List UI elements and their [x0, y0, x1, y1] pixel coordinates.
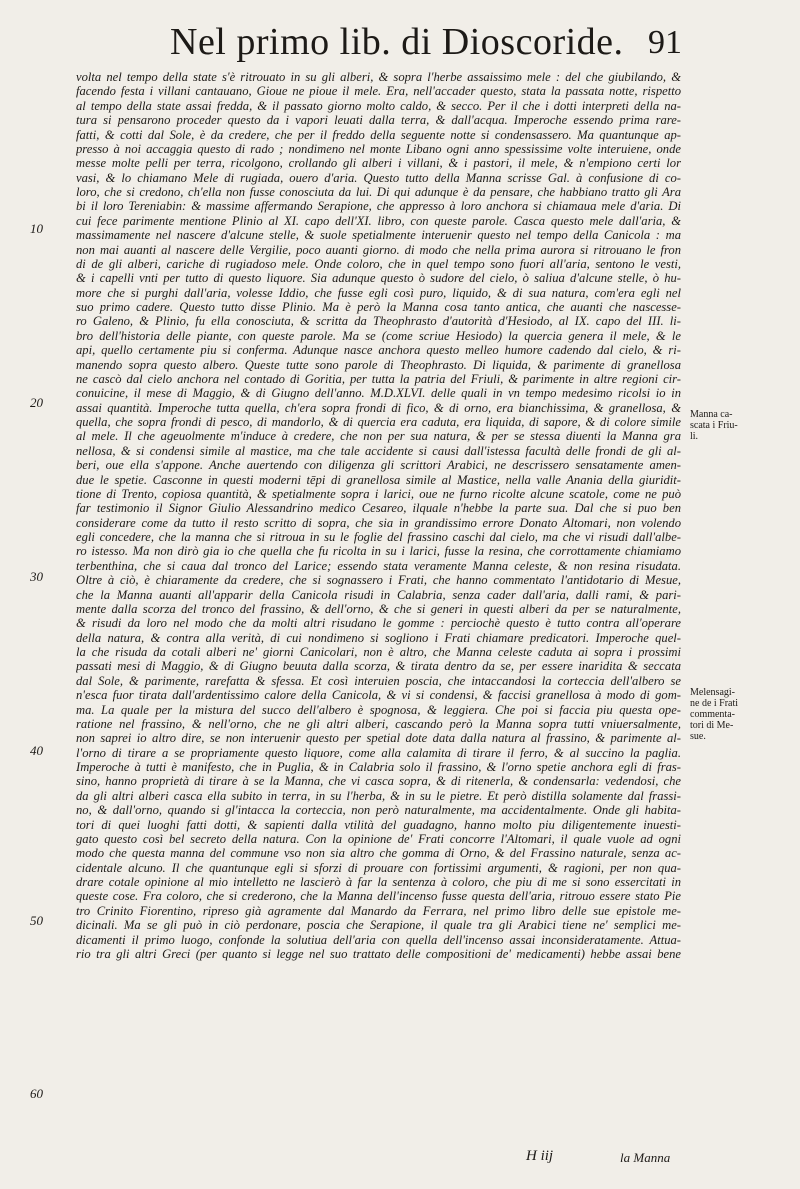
text-line: al tempo della state assai fredda, & il passato giorno molto caldo, & secco. Per il che i dotti interpreti della na-	[76, 98, 681, 113]
text-line: dicamenti il primo luogo, confonde la solutiua dell'aria con quella dell'incenso assai inconsideratamente. Attua-	[76, 932, 681, 947]
text-line: fatti, & cotti dal Sole, è da credere, che per il freddo della seguente notte si condensassero. Ma quantunque ap-	[76, 127, 681, 142]
text-line: massimamente nel nascere d'alcune stelle, & suole spetialmente interuenir questo nel tempo della Canicola : ma	[76, 228, 681, 243]
text-line: queste cose. Fra coloro, che si crederono, che la Manna dell'incenso fusse questa dell'aria, ritrouo essere stato Pie	[76, 889, 681, 904]
text-line: non mai auanti al nascere delle Vergilie, poco auanti giorno. di modo che nella prima aurora si ritrouano le fron	[76, 242, 681, 257]
text-line: al mele. Il che ageuolmente m'induce à credere, che non per sua natura, & per se stessa diuenti la Manna gra	[76, 429, 681, 444]
text-line: bro dell'historia delle piante, con queste parole. Ma se (come scriue Hesiodo) la quercia genera il mele, & le	[76, 328, 681, 343]
line-number-10: 10	[30, 221, 43, 236]
text-line: la che risuda da cotali alberi ne' giorni Canicolari, non è altro, che Manna celeste caduta ai sopra i prossimi	[76, 645, 681, 659]
text-line: dicinali. Ma se gli può in ciò perdonare, poscia che Serapione, il quale tra gli Arabici tiene ne' semplici me-	[76, 918, 681, 933]
text-line: Imperoche à tutti è manifesto, che in Puglia, & in Calabria solo il frassino, & l'orno spetie anchora egli di fras-	[76, 760, 681, 774]
text-line: della natura, & contra alla verità, di cui nondimeno si sogliono i Frati chiamare predicatori. Imperoche quel-	[76, 630, 681, 645]
text-line: conuicine, il mese di Maggio, & di Giugno dell'anno. M.D.XLVI. delle quali in vn tempo medesimo ricolsi io in	[76, 386, 681, 401]
line-number-60: 60	[30, 1086, 43, 1101]
text-line: n'esca fuor tirata dall'ardentissimo calore della Canicola, & vi si condensi, & faccisi granellosa à modo di gom-	[76, 688, 681, 703]
text-line: Oltre à ciò, è chiaramente da credere, che si sognassero i Frati, che hanno commentato l'antidotario di Mesue,	[76, 573, 681, 588]
line-number-50: 50	[30, 913, 43, 928]
text-line: di de gli alberi, cariche di rugiadoso mele. Onde coloro, che in quel tempo sono fuori all'aria, sentono le vesti,	[76, 256, 681, 271]
text-line: ne cascò dal cielo anchora nel contado di Goritia, per tutta la patria del Friuli, & parimente in altre regioni cir-	[76, 371, 681, 386]
text-line: ro istesso. Ma non dirò gia io che quella che fu ricolta in su i larici, fusse la resina, che corrottamente chiamiamo	[76, 544, 681, 559]
text-line: volta nel tempo della state s'è ritrouato in su gli alberi, & sopra l'herbe assaissimo mele : del che giubilando, &	[76, 70, 681, 84]
text-line: che la Manna auanti all'apparir della Canicola risudi in Calabria, senza cader dall'aria, dalli rami, & pari-	[76, 587, 681, 602]
signature-mark: H iij	[526, 1148, 554, 1164]
text-line: no, & dall'orno, quando si gl'intacca la corteccia, non però naturalmente, ma accidentalmente. Onde gli habita-	[76, 803, 681, 818]
text-line: far testimonio il Signor Giulio Alessandrino medico Cesareo, ilquale n'hebbe la parte sua. Dal che si puo ben	[76, 501, 681, 516]
text-line: messe molte pelli per terra, ricolgono, crollando gli alberi i villani, & i pastori, il mele, & n'empiono certi lor	[76, 156, 681, 171]
text-line: non saprei io altro dire, se non interuenir questo per spetial dote data dalla natura al frassino, & parimente al-	[76, 731, 681, 746]
text-line: tura si pensarono proceder questo da i vapori leuati dalla terra, & dall'acqua. Imperoche essendo prima rare-	[76, 113, 681, 128]
text-line: modo che questa manna del commune vso non sia altro che gomma di Orno, & del Frassino naturale, senza ac-	[76, 846, 681, 861]
text-line: presso à noi accaggia questo di rado ; nondimeno nel monte Libano ogni anno spessissime volte interuiene, onde	[76, 141, 681, 156]
text-line: dal Sole, & parimente, rarefatta & sfessa. Et così interuien poscia, che intaccandosi la corteccia dell'albero se	[76, 673, 681, 688]
text-line: tione di Trento, copiosa quantità, & spetialmente sopra i larici, oue ne furno ricolte alcune scatole, come ne può	[76, 486, 681, 501]
text-line: quella, che sopra frondi di pesco, di mandorlo, & di quercia era caduta, era liquida, di sapore, & di colore simile	[76, 415, 681, 429]
text-line: manendo sopra questo albero. Queste tutte sono parole di Theophrasto. Di liquida, & parimente di granellosa	[76, 357, 681, 372]
text-line: passati mesi di Maggio, & di Giugno beuuta dalla scorza, & tirata dentro da se, per essere inaridita & seccata	[76, 659, 681, 674]
text-line: due le spetie. Casconne in questi moderni tēpi di granellosa simile al Mastice, nella valle Anania della giuridit-	[76, 472, 681, 487]
text-line: api, quello certamente piu si conferma. Adunque nasce anchora questo melleo humore cadendo dal cielo, & ri-	[76, 343, 681, 358]
line-number-40: 40	[30, 743, 43, 758]
text-line: ratione nel frassino, & nell'orno, che ne gli altri alberi, cascando però la Manna sopra tutti vniuersalmente,	[76, 716, 681, 731]
page-number: 91	[648, 24, 682, 61]
text-line: beri, oue ella s'appone. Anche auertendo con diligenza gli scrittori Arabici, ne descrissero sensatamente amen-	[76, 458, 681, 473]
text-line: tro Crinito Fiorentino, ripreso già agramente dal Manardo da Ferrara, nel primo libro delle sue epistole me-	[76, 903, 681, 918]
text-line: nellosa, & si condensi simile al mastice, ma che tale accidente si causi dall'istessa facultà delle frondi de gli al-	[76, 443, 681, 458]
text-line: considerare come da tutto il resto scritto di sopra, che sia in grandissimo errore Donato Altomari, non volendo	[76, 515, 681, 530]
text-line: facendo festa i villani cantauano, Gioue ne pioue il mele. Era, nell'accader questo, stata la passata notte, rispetto	[76, 84, 681, 99]
margin-note-manna-friuli: Manna ca- scata i Friu- li.	[690, 409, 738, 442]
text-line: rio tra gli altri Greci (per quanto si legge nel suo trattato delle compositioni de' medicamenti) hebbe assai bene	[76, 946, 681, 961]
body-text	[76, 70, 681, 961]
text-line: da gli altri alberi casca ella subito in terra, in su l'herba, & in su le pietre. Et però distilla solamente dal frassi-	[76, 788, 681, 803]
text-line: cui fece parimente mentione Plinio al XI. capo dell'XI. libro, con queste parole. Casca questo mele dall'aria, &	[76, 213, 681, 228]
text-line: & risudi da loro nel modo che da molti altri risudano le gomme : perciochè questo è tutto contra all'operare	[76, 616, 681, 631]
line-number-20: 20	[30, 395, 43, 410]
text-line: suo primo cadere. Questo tutto disse Plinio. Ma è però la Manna cosa tanto antica, che auanti che nascesse-	[76, 300, 681, 314]
text-line: tori di quei luoghi fatti dotti, & sapienti dalla vtilità del guadagno, hanno molto piu diligentemente inuesti-	[76, 817, 681, 832]
text-line: cidentale alcuno. Il che quantunque egli si sforzi di prouare con fortissimi argumenti, & ragioni, per non qua-	[76, 860, 681, 875]
text-line: egli concedere, che la manna che si ritroua in su le foglie del frassino caschi dal cielo, ma che vi risudi dall'albe-	[76, 530, 681, 544]
text-line: gato questo così bel secreto della natura. Con la opinione de' Frati concorre l'Altomari, il quale vuole ad ogni	[76, 831, 681, 846]
text-line: bi il loro Tereniabin: & massime affermando Serapione, che appresso à loro anchora si chiamaua mele d'aria. Di	[76, 199, 681, 214]
text-line: mente dalla scorza del tronco del frassino, & dell'orno, & che si generi in questi alberi da per se naturalmente,	[76, 601, 681, 616]
text-line: drare cotale opinione al mio intelletto ne lascierò à far la sentenza à coloro, che piu di me si sono essercitati in	[76, 875, 681, 889]
text-line: ma. La quale per la mistura del succo dell'albero è spognosa, & leggiera. Che poi si faccia piu questa ope-	[76, 702, 681, 717]
text-line: & i capelli vnti per tutto di questo liquore. Sia adunque questo ò sudore del cielo, ò saliua d'alcune stelle, ò hu-	[76, 271, 681, 286]
text-line: assai quantità. Imperoche tutta quella, ch'era sopra frondi di fico, & di orno, era bianchissima, & granellosa, &	[76, 400, 681, 415]
text-line: ro Galeno, & Plinio, fu ella conosciuta, & scritta da Theophrasto d'autorità d'Hesiodo, al IX. capo del III. li-	[76, 314, 681, 329]
line-number-30: 30	[30, 569, 43, 584]
text-line: vasi, & lo chiamano Mele di rugiada, ouero d'aria. Questo tutto della Manna scrisse Gal. à confusione di co-	[76, 170, 681, 185]
text-line: sino, hanno proprietà di tirare à se la Manna, che vi casca sopra, & di ritenerla, & condensarla: vedendosi, che	[76, 774, 681, 789]
text-line: l'orno di tirare a se propriamente questo liquore, come alla calamita di tirare il ferro, & al succino la paglia.	[76, 745, 681, 760]
text-line: terbenthina, che si caua dal tronco del Larice; essendo stata veramente Manna celeste, & non resina risudata.	[76, 558, 681, 573]
running-header: Nel primo lib. di Dioscoride.	[170, 21, 624, 63]
margin-note-melensagine-frati: Melensagi- ne de i Frati commenta- tori di Me- sue.	[690, 687, 739, 742]
catchword: la Manna	[620, 1150, 671, 1165]
text-line: more che si purghi dall'aria, volesse Iddio, che fusse egli così puro, liquido, & di sua natura, com'era egli nel	[76, 285, 681, 300]
text-line: loro, che si credono, ch'ella non fusse conosciuta da lui. Di qui adunque è da pensare, che habbiano tratto gli Ara	[76, 185, 681, 199]
